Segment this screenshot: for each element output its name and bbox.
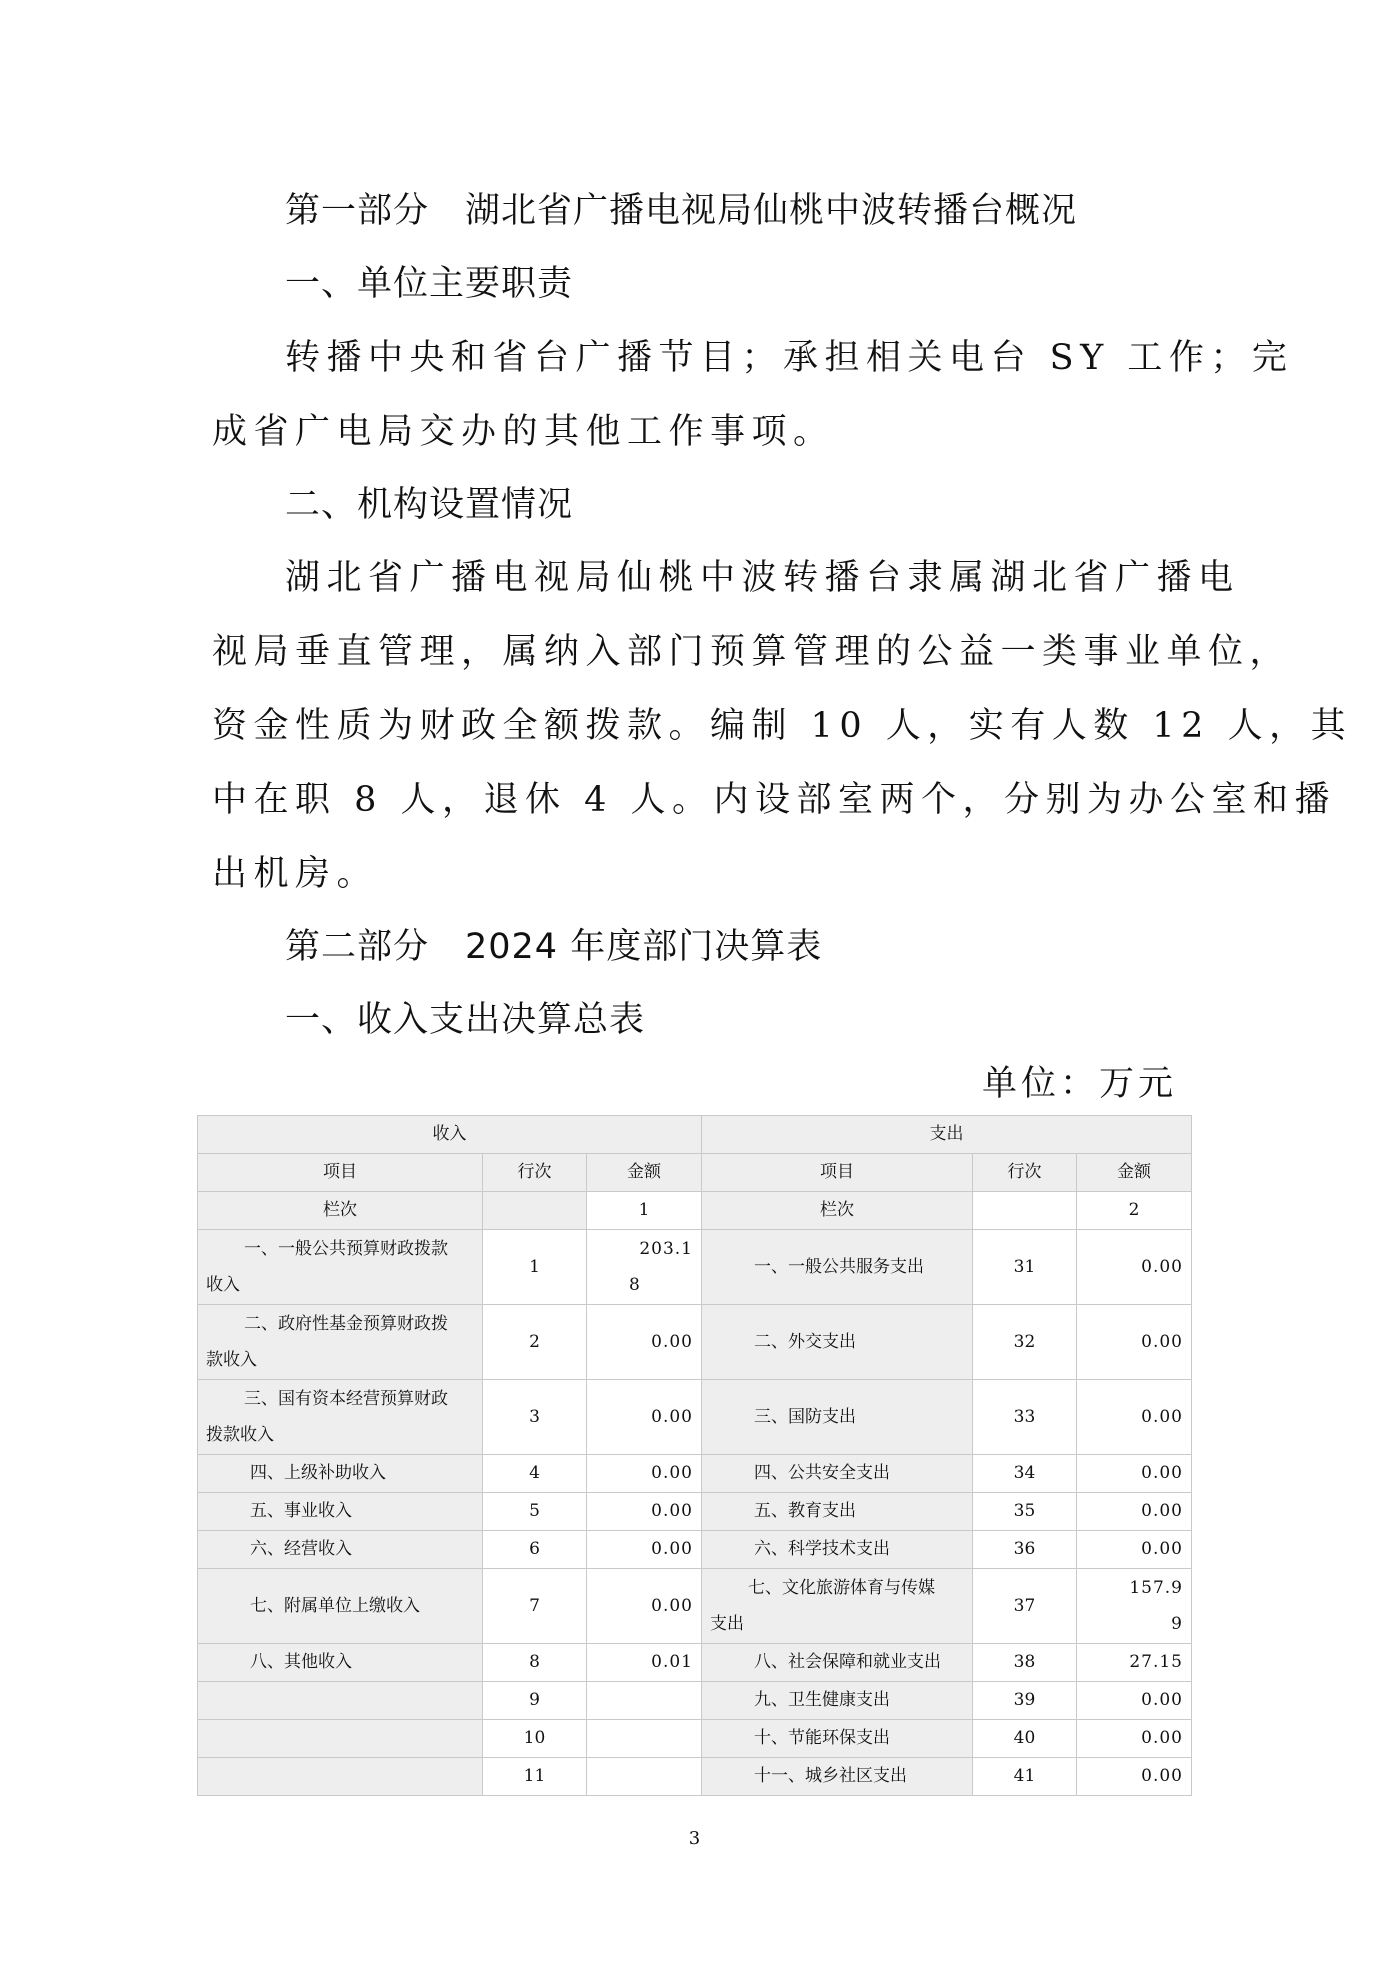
table-row <box>198 1531 1192 1569</box>
expense-item <box>702 1644 973 1682</box>
income-row-number: 7 <box>483 1569 587 1644</box>
expense-item <box>702 1569 973 1644</box>
income-row-number: 8 <box>483 1644 587 1682</box>
expense-item-label: 六、科学技术支出 <box>754 1539 890 1559</box>
expense-item-label: 十、节能环保支出 <box>754 1728 890 1748</box>
section1-title: 一、单位主要职责 <box>285 264 574 304</box>
expense-item-line1: 七、文化旅游体育与传媒 <box>748 1578 935 1598</box>
expense-row-number: 36 <box>973 1531 1077 1569</box>
income-item-line2: 款收入 <box>206 1350 257 1370</box>
expense-item-label: 十一、城乡社区支出 <box>754 1766 907 1786</box>
expense-row-number: 37 <box>973 1569 1077 1644</box>
expense-row-number: 40 <box>973 1720 1077 1758</box>
expense-item <box>702 1758 973 1796</box>
table-header-row <box>198 1116 1192 1154</box>
income-item <box>198 1644 483 1682</box>
income-item <box>198 1305 483 1380</box>
col-item-right: 项目 <box>702 1154 973 1192</box>
income-item <box>198 1230 483 1305</box>
income-row-number: 2 <box>483 1305 587 1380</box>
income-item <box>198 1455 483 1493</box>
expense-amount: 0.00 <box>1077 1531 1192 1569</box>
income-amount-line1: 203.1 <box>639 1239 693 1259</box>
expense-row-number: 34 <box>973 1455 1077 1493</box>
expense-item-label: 九、卫生健康支出 <box>754 1690 890 1710</box>
income-amount <box>587 1230 702 1305</box>
income-row-number: 11 <box>483 1758 587 1796</box>
expense-item-label: 二、外交支出 <box>754 1331 856 1352</box>
income-amount <box>587 1758 702 1796</box>
expense-item <box>702 1380 973 1455</box>
income-item-line2: 收入 <box>206 1275 240 1295</box>
lanci-left-empty <box>483 1192 587 1230</box>
expense-item-label: 八、社会保障和就业支出 <box>754 1652 941 1672</box>
income-item <box>198 1682 483 1720</box>
expense-amount: 0.00 <box>1077 1230 1192 1305</box>
income-row-number: 10 <box>483 1720 587 1758</box>
income-item <box>198 1720 483 1758</box>
income-amount: 0.00 <box>587 1531 702 1569</box>
income-item-label <box>206 1766 250 1786</box>
lanci-right-empty <box>973 1192 1077 1230</box>
expense-amount: 0.00 <box>1077 1305 1192 1380</box>
expense-row-number: 41 <box>973 1758 1077 1796</box>
income-item-label: 四、上级补助收入 <box>250 1463 386 1483</box>
income-amount: 0.00 <box>587 1455 702 1493</box>
table-row <box>198 1644 1192 1682</box>
col-item-left: 项目 <box>198 1154 483 1192</box>
table-row <box>198 1493 1192 1531</box>
table1-title: 一、收入支出决算总表 <box>285 1000 646 1040</box>
page-number: 3 <box>688 1828 701 1849</box>
expense-item <box>702 1230 973 1305</box>
expense-amount: 0.00 <box>1077 1758 1192 1796</box>
table-row <box>198 1569 1192 1644</box>
expense-row-number: 32 <box>973 1305 1077 1380</box>
expense-amount: 0.00 <box>1077 1720 1192 1758</box>
income-row-number: 5 <box>483 1493 587 1531</box>
income-item-line1: 三、国有资本经营预算财政 <box>244 1389 448 1409</box>
expense-amount: 0.00 <box>1077 1380 1192 1455</box>
income-row-number: 9 <box>483 1682 587 1720</box>
column-header-row <box>198 1154 1192 1192</box>
expense-item <box>702 1531 973 1569</box>
expense-amount <box>1077 1569 1192 1644</box>
unit-label: 单位：万元 <box>981 1064 1177 1104</box>
income-amount: 0.01 <box>587 1644 702 1682</box>
expense-item <box>702 1720 973 1758</box>
income-amount: 0.00 <box>587 1569 702 1644</box>
lanci-row <box>198 1192 1192 1230</box>
table-row <box>198 1305 1192 1380</box>
income-amount: 0.00 <box>587 1380 702 1455</box>
lanci-right: 栏次 <box>702 1192 973 1230</box>
section2-body-line1: 湖北省广播电视局仙桃中波转播台隶属湖北省广播电 <box>285 558 1240 598</box>
section2-body-line4: 中在职 8 人，退休 4 人。内设部室两个，分别为办公室和播 <box>212 780 1337 820</box>
income-item-line1: 一、一般公共预算财政拨款 <box>244 1239 448 1259</box>
expense-item <box>702 1493 973 1531</box>
expense-item-label: 五、教育支出 <box>754 1501 856 1521</box>
income-row-number: 6 <box>483 1531 587 1569</box>
expense-amount: 0.00 <box>1077 1493 1192 1531</box>
expense-item <box>702 1455 973 1493</box>
income-expense-table <box>197 1115 1192 1796</box>
income-item-line1: 二、政府性基金预算财政拨 <box>244 1314 448 1334</box>
income-amount <box>587 1682 702 1720</box>
table-row <box>198 1380 1192 1455</box>
table-row <box>198 1682 1192 1720</box>
expense-row-number: 35 <box>973 1493 1077 1531</box>
income-amount-line2: 8 <box>629 1275 641 1295</box>
expense-row-number: 33 <box>973 1380 1077 1455</box>
expense-amount: 0.00 <box>1077 1682 1192 1720</box>
expense-header: 支出 <box>702 1116 1192 1154</box>
income-item <box>198 1758 483 1796</box>
section1-body-line2: 成省广电局交办的其他工作事项。 <box>212 412 835 452</box>
income-amount: 0.00 <box>587 1493 702 1531</box>
col-amount-left: 金额 <box>587 1154 702 1192</box>
income-item <box>198 1531 483 1569</box>
table-row <box>198 1455 1192 1493</box>
section2-body-line3: 资金性质为财政全额拨款。编制 10 人，实有人数 12 人，其 <box>212 706 1353 746</box>
expense-item-line2: 支出 <box>710 1614 744 1634</box>
income-item <box>198 1380 483 1455</box>
expense-item <box>702 1682 973 1720</box>
table-row <box>198 1230 1192 1305</box>
section2-body-line5: 出机房。 <box>212 854 379 894</box>
income-item-label: 七、附属单位上缴收入 <box>250 1595 420 1616</box>
income-row-number: 1 <box>483 1230 587 1305</box>
income-item-label: 八、其他收入 <box>250 1652 352 1672</box>
lanci-left: 栏次 <box>198 1192 483 1230</box>
section1-body-line1: 转播中央和省台广播节目；承担相关电台 SY 工作；完 <box>285 338 1294 378</box>
expense-row-number: 31 <box>973 1230 1077 1305</box>
income-item <box>198 1493 483 1531</box>
expense-amount: 27.15 <box>1077 1644 1192 1682</box>
part2-title: 第二部分 2024 年度部门决算表 <box>285 927 823 967</box>
income-item-label <box>206 1728 250 1748</box>
expense-item <box>702 1305 973 1380</box>
income-header: 收入 <box>198 1116 702 1154</box>
expense-amount: 0.00 <box>1077 1455 1192 1493</box>
col-row-left: 行次 <box>483 1154 587 1192</box>
expense-item-label: 一、一般公共服务支出 <box>754 1256 924 1277</box>
income-amount <box>587 1720 702 1758</box>
expense-amount-line2: 9 <box>1171 1614 1183 1634</box>
expense-row-number: 38 <box>973 1644 1077 1682</box>
income-amount: 0.00 <box>587 1305 702 1380</box>
income-item-label: 五、事业收入 <box>250 1501 352 1521</box>
expense-amount-line1: 157.9 <box>1129 1578 1183 1598</box>
section2-title: 二、机构设置情况 <box>285 485 574 525</box>
expense-item-label: 四、公共安全支出 <box>754 1463 890 1483</box>
expense-item-label: 三、国防支出 <box>754 1406 856 1427</box>
income-item-label: 六、经营收入 <box>250 1539 352 1559</box>
income-item <box>198 1569 483 1644</box>
col-amount-right: 金额 <box>1077 1154 1192 1192</box>
income-row-number: 4 <box>483 1455 587 1493</box>
income-row-number: 3 <box>483 1380 587 1455</box>
section2-body-line2: 视局垂直管理，属纳入部门预算管理的公益一类事业单位， <box>212 632 1292 672</box>
table-row <box>198 1720 1192 1758</box>
col-row-right: 行次 <box>973 1154 1077 1192</box>
expense-row-number: 39 <box>973 1682 1077 1720</box>
part1-title: 第一部分 湖北省广播电视局仙桃中波转播台概况 <box>285 191 1078 231</box>
income-item-line2: 拨款收入 <box>206 1425 274 1445</box>
lanci-left-value: 1 <box>587 1192 702 1230</box>
lanci-right-value: 2 <box>1077 1192 1192 1230</box>
income-item-label <box>206 1690 250 1710</box>
table-row <box>198 1758 1192 1796</box>
